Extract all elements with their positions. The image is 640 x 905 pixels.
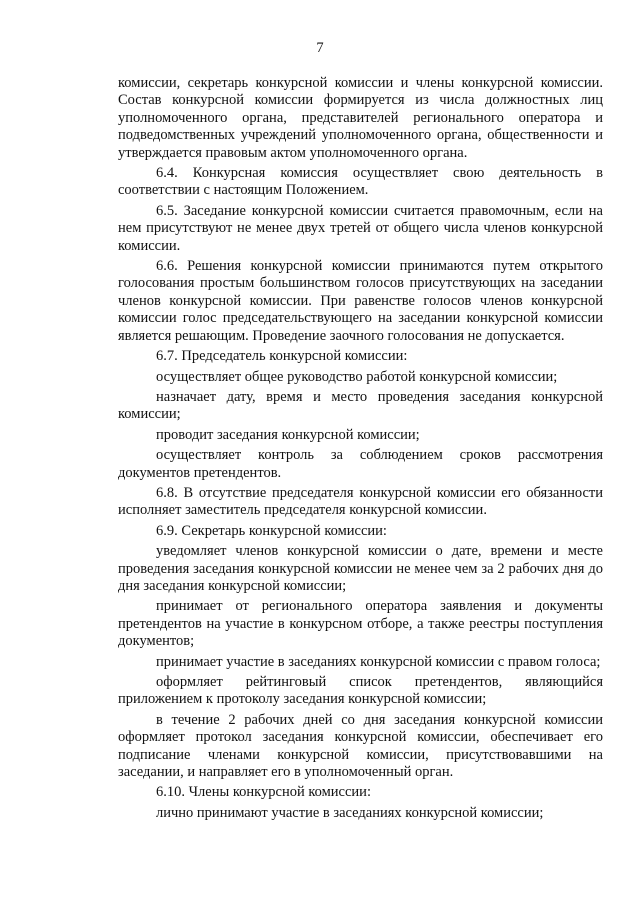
list-item-chair-3: проводит заседания конкурсной комиссии;	[156, 426, 420, 443]
paragraph-6-10: 6.10. Члены конкурсной комиссии:	[156, 784, 371, 801]
paragraph-6-9: 6.9. Секретарь конкурсной комиссии:	[156, 522, 387, 539]
document-body	[118, 75, 603, 825]
list-item-secretary-4: оформляет рейтинговый список претендентов, являющийся приложением к протоколу заседания конкурсной комиссии;	[118, 674, 603, 708]
list-item-secretary-3: принимает участие в заседаниях конкурсной комиссии с правом голоса;	[156, 653, 601, 670]
list-item-chair-1: осуществляет общее руководство работой конкурсной комиссии;	[156, 368, 558, 385]
paragraph-6-8: 6.8. В отсутствие председателя конкурсной комиссии его обязанности исполняет заместитель председателя конкурсной комиссии.	[118, 484, 603, 519]
page-number: 7	[316, 40, 324, 56]
paragraph-continued: комиссии, секретарь конкурсной комиссии и члены конкурсной комиссии. Состав конкурсной комиссии формируется из числа должностных лиц уполномоченного органа, представителей регионального оператора и подведомственных учреждений уполномоченного органа, общественности и утверждается правовым актом уполномоченного органа.	[118, 75, 603, 161]
list-item-members-1: лично принимают участие в заседаниях конкурсной комиссии;	[156, 804, 544, 821]
paragraph-6-5: 6.5. Заседание конкурсной комиссии считается правомочным, если на нем присутствуют не менее двух третей от общего числа членов конкурсной комиссии.	[118, 202, 603, 254]
paragraph-6-7: 6.7. Председатель конкурсной комиссии:	[156, 348, 408, 365]
paragraph-6-4: 6.4. Конкурсная комиссия осуществляет свою деятельность в соответствии с настоящим Положением.	[118, 165, 603, 199]
list-item-secretary-5: в течение 2 рабочих дней со дня заседания конкурсной комиссии оформляет протокол заседания конкурсной комиссии, обеспечивает его подписание членами конкурсной комиссии, присутствовавшими на заседании, и направляет его в уполномоченный орган.	[118, 711, 603, 781]
list-item-secretary-1: уведомляет членов конкурсной комиссии о дате, времени и месте проведения заседания конкурсной комиссии не менее чем за 2 рабочих дня до дня заседания конкурсной комиссии;	[118, 543, 603, 594]
list-item-chair-4: осуществляет контроль за соблюдением сроков рассмотрения документов претендентов.	[118, 447, 603, 481]
list-item-chair-2: назначает дату, время и место проведения заседания конкурсной комиссии;	[118, 388, 603, 423]
paragraph-6-6: 6.6. Решения конкурсной комиссии принимаются путем открытого голосования простым большинством голосов присутствующих на заседании членов конкурсной комиссии. При равенстве голосов членов конкурсной комиссии голос председательствующего на заседании конкурсной комиссии является решающим. Проведение заочного голосования не допускается.	[118, 258, 603, 344]
list-item-secretary-2: принимает от регионального оператора заявления и документы претендентов на участие в конкурсном отборе, а также реестры поступления документов;	[118, 598, 603, 650]
